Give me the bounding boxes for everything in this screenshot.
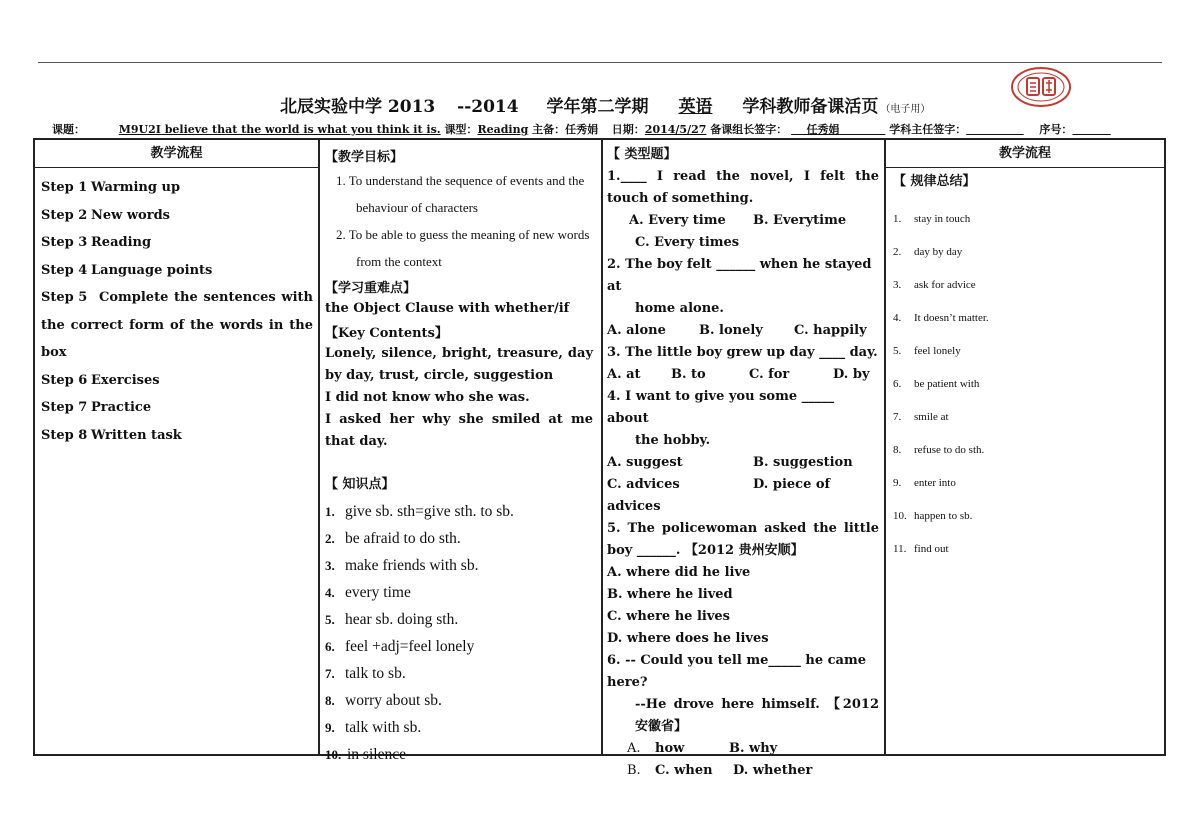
key-sentence-1: I did not know who she was. [325,390,530,405]
title-year-end: --2014 [457,97,519,117]
director-label: 学科主任签字： [889,123,967,136]
knowledge-item: 3. make friends with sb. [325,557,479,574]
knowledge-item: 2. be afraid to do sth. [325,530,461,547]
type-value: Reading [477,123,529,136]
goal-item: 1. To understand the sequence of events and the behaviour of characters [336,173,585,215]
step-item: Step 7 Practice [41,400,152,415]
question-6-options-1: A. how B. why [627,741,778,756]
column-1-header: 教学流程 [150,146,203,161]
summary-item: 9. enter into [893,477,956,489]
summary-item: 3. ask for advice [893,279,976,291]
summary-item: 8. refuse to do sth. [893,444,985,456]
summary-item: 7. smile at [893,411,949,423]
question-4-options-ab: A. suggest B. suggestion [607,455,853,470]
step-item: Step 8 Written task [41,427,182,443]
step-item: Step 1 Warming up [41,180,181,195]
knowledge-item: 6. feel +adj=feel lonely [325,638,475,655]
summary-item: 11. find out [893,543,949,555]
focus-header: 【学习重难点】 [325,281,417,296]
serial-label: 序号： [1039,123,1073,136]
title-role: 学科教师备课活页 [742,97,879,117]
column-divider-3 [884,140,886,754]
question-2-options: A. alone B. lonely C. happily [607,323,867,338]
title-note: （电子用） [880,104,931,115]
question-5: 5. The policewoman asked the little boy ______. 【2012 贵州安顺】 [607,521,879,558]
knowledge-item: 5. hear sb. doing sth. [325,611,459,628]
question-5-option-c: C. where he lives [607,609,730,624]
question-4: 4. I want to give you some _____ about [607,389,835,426]
question-3-options: A. at B. to C. for D. by [607,367,870,382]
goals-header: 【教学目标】 [325,150,404,165]
lesson-info-line [52,121,1111,137]
summary-column [893,170,1163,566]
summary-header: 【 规律总结】 [893,174,976,189]
question-4-options-cd: C. advices D. piece of advices [607,477,831,514]
title-school: 北辰实验中学 2013 [280,97,436,117]
step-item: Step 4 Language points [41,262,213,278]
step-item: Step 5 Complete the sentences with the correct form of the words in the box [41,290,313,360]
date-value: 2014/5/27 [644,123,707,136]
question-4-cont: the hobby. [635,433,711,448]
knowledge-item: 9. talk with sb. [325,719,422,736]
group-leader-value: 任秀娟 [806,123,840,136]
key-sentence-2: I asked her why she smiled at me that day. [325,412,593,449]
topic-label: 课题： [52,123,85,136]
serial-value [1072,123,1110,136]
lesson-plan-table [33,138,1166,778]
knowledge-header: 【 知识点】 [325,477,395,492]
header-row-rule-right [884,167,1166,168]
question-1-option-c: C. Every times [635,235,740,250]
question-3: 3. The little boy grew up day ____ day. [607,345,878,360]
summary-item: 10. happen to sb. [893,510,973,522]
group-leader-label: 备课组长签字： [710,123,788,136]
exercises-column [607,144,879,782]
objectives-column [325,144,593,768]
question-6-options-2: B. C. when D. whether [627,763,813,778]
knowledge-item: 7. talk to sb. [325,665,406,682]
step-item: Step 2 New words [41,207,170,223]
knowledge-item: 1. give sb. sth=give sth. to sb. [325,503,514,520]
knowledge-item: 10. in silence [325,746,406,763]
summary-item: 1. stay in touch [893,213,971,225]
topic-value: M9U2I believe that the world is what you think it is. [118,123,441,136]
question-5-option-d: D. where does he lives [607,631,769,646]
column-4-header: 教学流程 [998,146,1051,161]
title-semester: 学年第二学期 [546,97,649,117]
director-value [966,123,1023,136]
summary-item: 2. day by day [893,246,963,258]
title-subject: 英语 [678,97,713,117]
focus-text: the Object Clause with whether/if [325,301,570,316]
question-1-options: A. Every time B. Everytime [629,213,847,228]
preparer-value: 任秀娟 [565,123,599,136]
goal-item: 2. To be able to guess the meaning of new words from the context [336,227,590,269]
top-rule [38,62,1162,63]
summary-item: 6. be patient with [893,378,980,390]
type-label: 课型： [444,123,478,136]
teaching-steps-list [41,174,313,449]
summary-item: 5. feel lonely [893,345,961,357]
question-6: 6. -- Could you tell me_____ he came here? [607,653,866,690]
question-5-option-a: A. where did he live [607,565,751,580]
exercises-header: 【 类型题】 [607,147,677,162]
question-2: 2. The boy felt ______ when he stayed at [607,257,872,294]
step-item: Step 3 Reading [41,235,152,250]
header-row-rule-left [35,167,318,168]
summary-item: 4. It doesn’t matter. [893,312,989,324]
question-6-answer: --He drove here himself. 【2012 安徽省】 [635,697,879,734]
key-words: Lonely, silence, bright, treasure, day by day, trust, circle, suggestion [325,346,593,383]
column-divider-2 [601,140,603,754]
page-title [280,92,930,117]
knowledge-item: 4. every time [325,584,411,601]
question-1: 1.____ I read the novel, I felt the touch of something. [607,169,879,206]
preparer-label: 主备： [532,123,566,136]
date-label: 日期： [611,123,645,136]
knowledge-item: 8. worry about sb. [325,692,442,709]
school-seal-icon [1010,66,1072,108]
column-divider-1 [318,140,320,754]
question-5-option-b: B. where he lived [607,587,733,602]
question-2-cont: home alone. [635,301,724,316]
step-item: Step 6 Exercises [41,372,160,388]
key-contents-header: 【Key Contents】 [325,326,448,341]
